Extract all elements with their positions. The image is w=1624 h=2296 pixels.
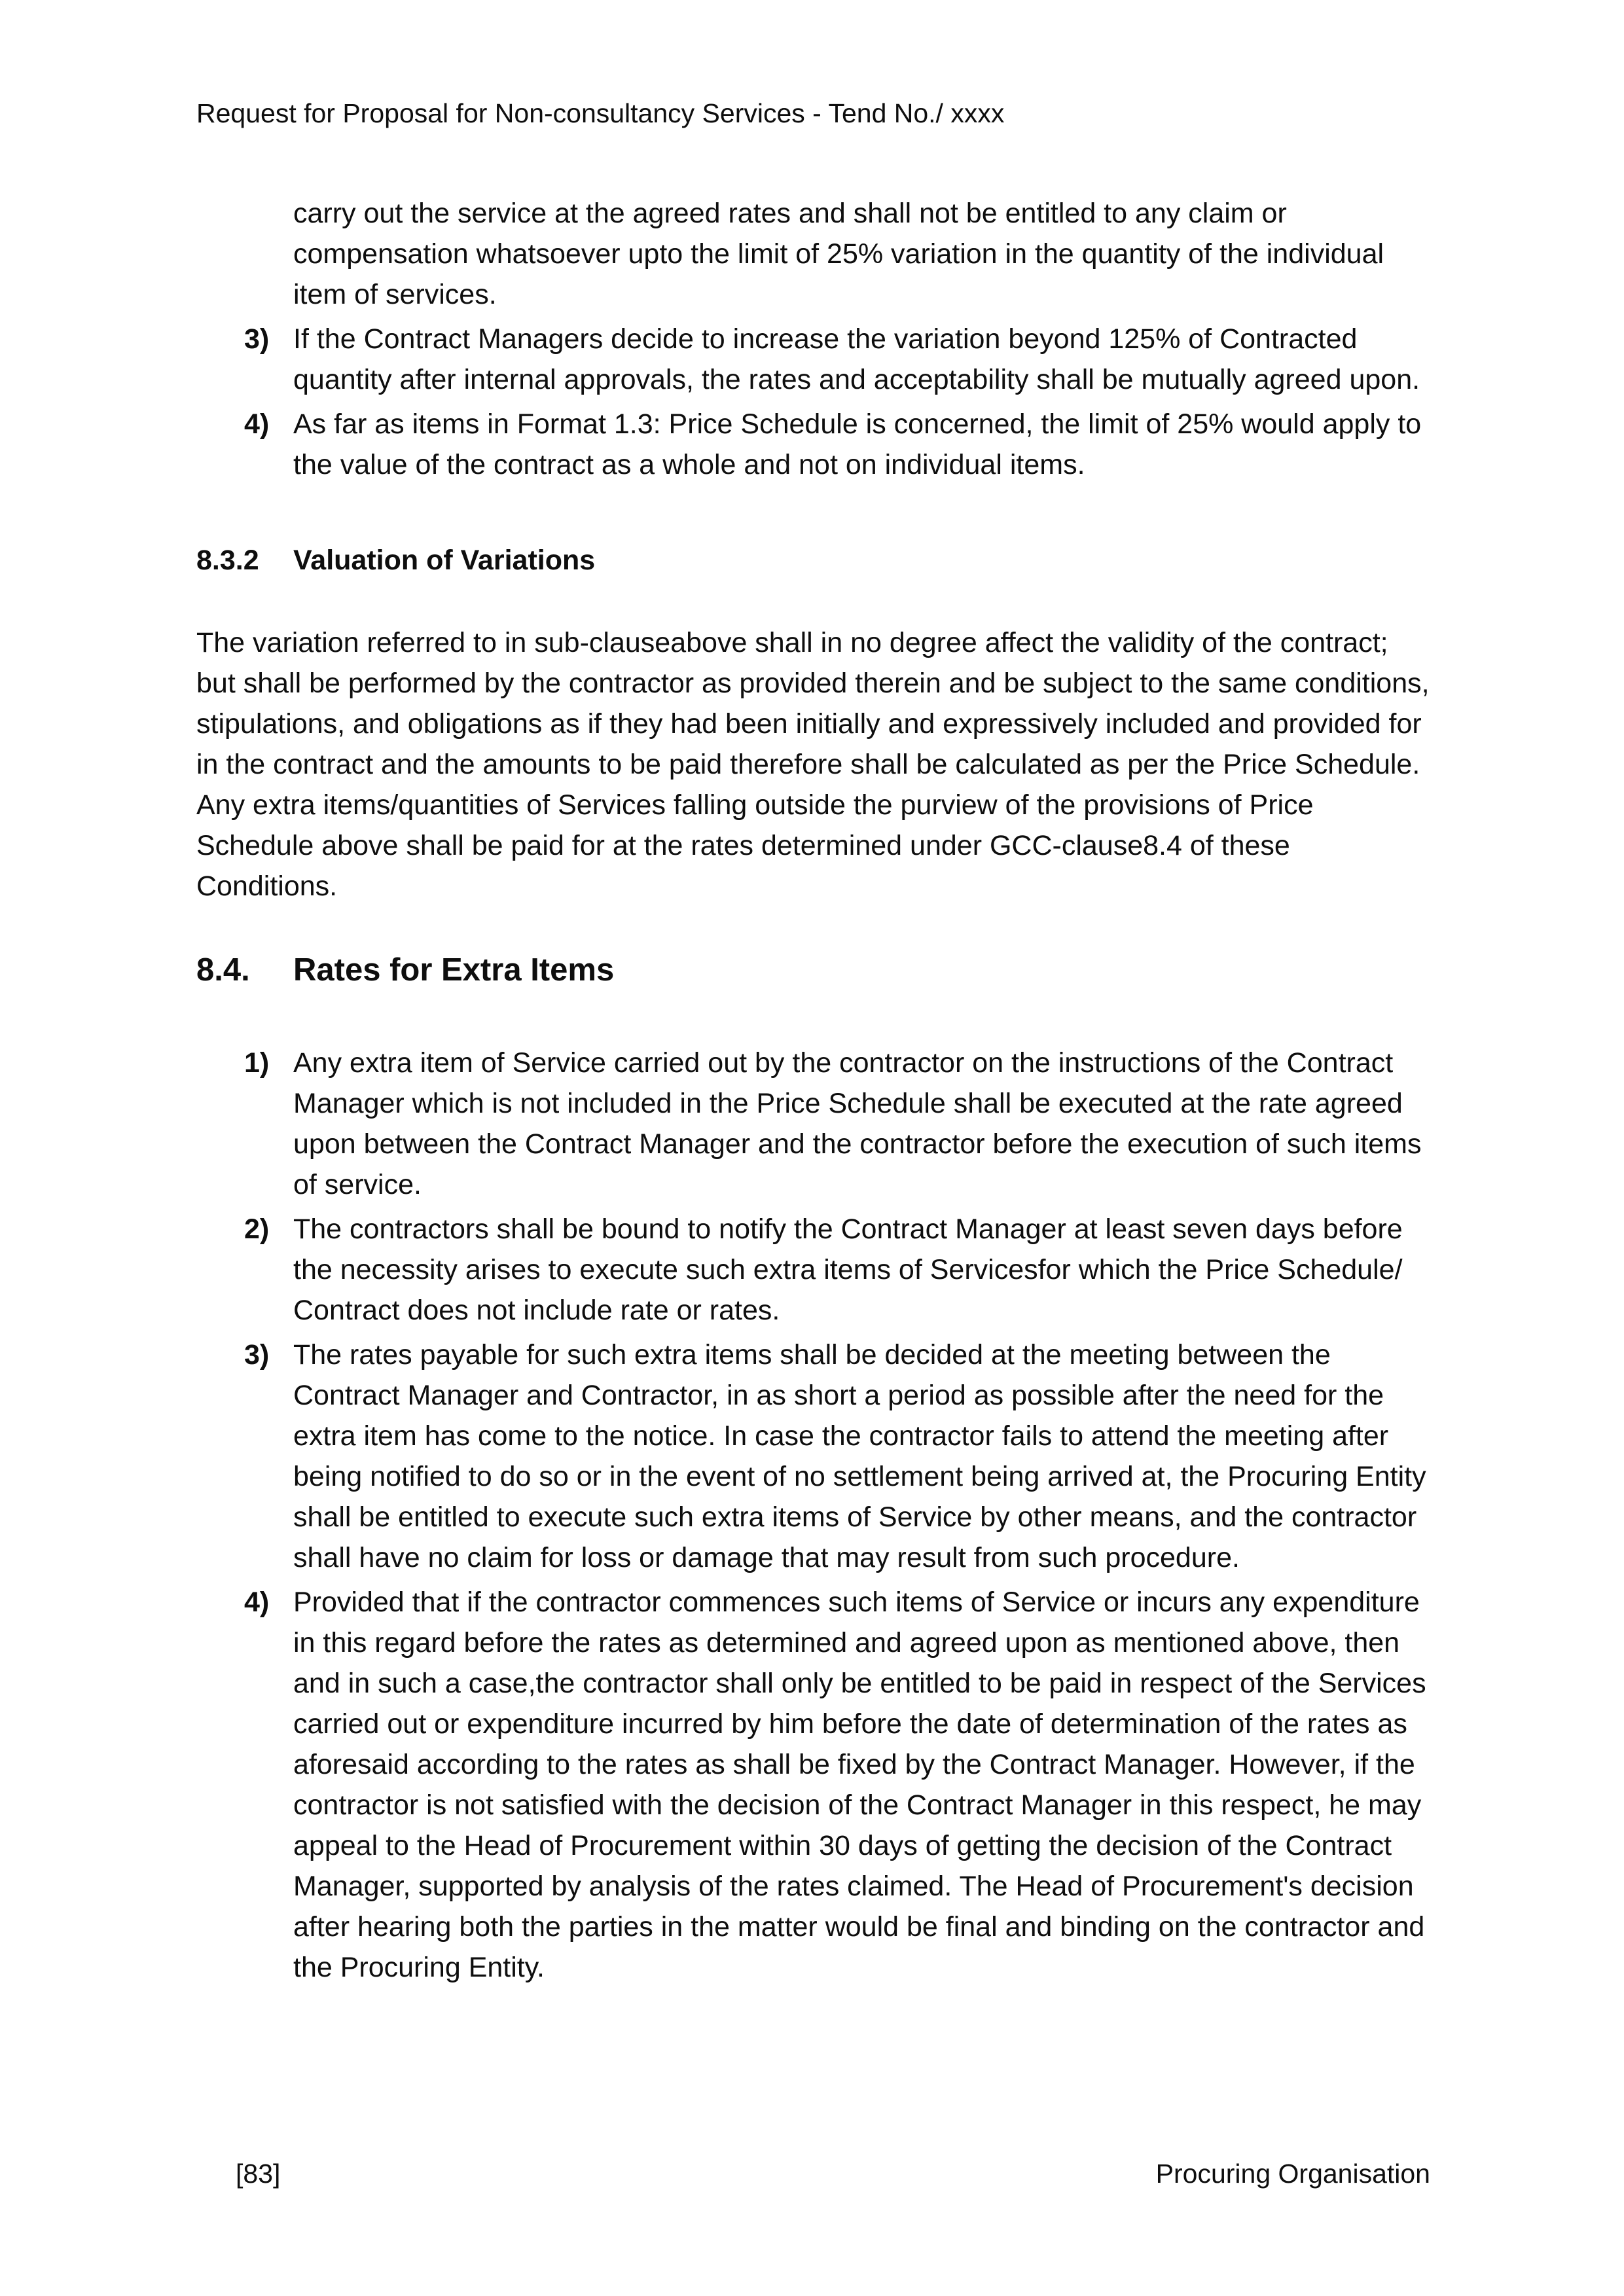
header-title: Request for Proposal for Non-consultancy Services - Tend No./ xxxx	[196, 98, 1005, 128]
list-item-number: 1)	[244, 1047, 270, 1079]
list-item	[244, 1582, 1430, 1988]
section-title: Valuation of Variations	[293, 545, 596, 576]
list-item-text: If the Contract Managers decide to increase the variation beyond 125% of Contracted quantity after internal approvals, the rates and acceptability shall be mutually agreed upon.	[293, 323, 1420, 395]
document-content	[196, 193, 1430, 1992]
section-number: 8.3.2	[196, 545, 259, 576]
section-heading-84	[196, 950, 1430, 990]
section-title: Rates for Extra Items	[293, 952, 615, 988]
section-heading-832	[196, 540, 1430, 581]
list-item	[244, 319, 1430, 400]
list-item-text: Provided that if the contractor commences such items of Service or incurs any expenditure in this regard before the rates as determined and agreed upon as mentioned above, then and in such a case,the contractor shall only be entitled to be paid in respect of the Services carried out or expenditure incurred by him before the date of determination of the rates as aforesaid according to the rates as shall be fixed by the Contract Manager. However, if the contractor is not satisfied with the decision of the Contract Manager in this respect, he may appeal to the Head of Procurement within 30 days of getting the decision of the Contract Manager, supported by analysis of the rates claimed. The Head of Procurement's decision after hearing both the parties in the matter would be final and binding on the contractor and the Procuring Entity.	[293, 1587, 1426, 1983]
list-item	[244, 404, 1430, 485]
paragraph-valuation-of-variations: The variation referred to in sub-clauseabove shall in no degree affect the validity of the contract; but shall be performed by the contractor as provided therein and be subject to the same conditions, stipulations, and obligations as if they had been initially and expressively included and provided for in the contract and the amounts to be paid therefore shall be calculated as per the Price Schedule. Any extra items/quantities of Services falling outside the purview of the provisions of Price Schedule above shall be paid for at the rates determined under GCC-clause8.4 of these Conditions.	[196, 627, 1430, 902]
list-item-text: The rates payable for such extra items shall be decided at the meeting between the Contract Manager and Contractor, in as short a period as possible after the need for the extra item has come to the notice. In case the contractor fails to attend the meeting after being notified to do so or in the event of no settlement being arrived at, the Procuring Entity shall be entitled to execute such extra items of Service by other means, and the contractor shall have no claim for loss or damage that may result from such procedure.	[293, 1339, 1426, 1573]
list-item-number: 2)	[244, 1213, 270, 1245]
section-number: 8.4.	[196, 952, 250, 988]
numbered-list-variations	[244, 319, 1430, 485]
page-footer	[196, 2153, 1430, 2194]
footer-organisation: Procuring Organisation	[1155, 2159, 1430, 2189]
page-number: [83]	[236, 2159, 281, 2189]
list-item-number: 3)	[244, 323, 270, 355]
paragraph-continuation: carry out the service at the agreed rates and shall not be entitled to any claim or compensation whatsoever upto the limit of 25% variation in the quantity of the individual item of services.	[293, 198, 1384, 310]
list-item-text: The contractors shall be bound to notify the Contract Manager at least seven days before the necessity arises to execute such extra items of Servicesfor which the Price Schedule/ Contract does not include rate or rates.	[293, 1213, 1403, 1326]
list-item	[244, 1043, 1430, 1205]
list-item	[244, 1335, 1430, 1578]
page-header	[196, 93, 1430, 134]
list-item-number: 3)	[244, 1339, 270, 1371]
list-item	[244, 1209, 1430, 1331]
list-item-text: As far as items in Format 1.3: Price Schedule is concerned, the limit of 25% would apply to the value of the contract as a whole and not on individual items.	[293, 408, 1422, 480]
list-item-number: 4)	[244, 1587, 270, 1618]
numbered-list-rates-for-extra-items	[244, 1043, 1430, 1988]
list-item-text: Any extra item of Service carried out by the contractor on the instructions of the Contract Manager which is not included in the Price Schedule shall be executed at the rate agreed upon between the Contract Manager and the contractor before the execution of such items of service.	[293, 1047, 1422, 1200]
list-item-number: 4)	[244, 408, 270, 440]
